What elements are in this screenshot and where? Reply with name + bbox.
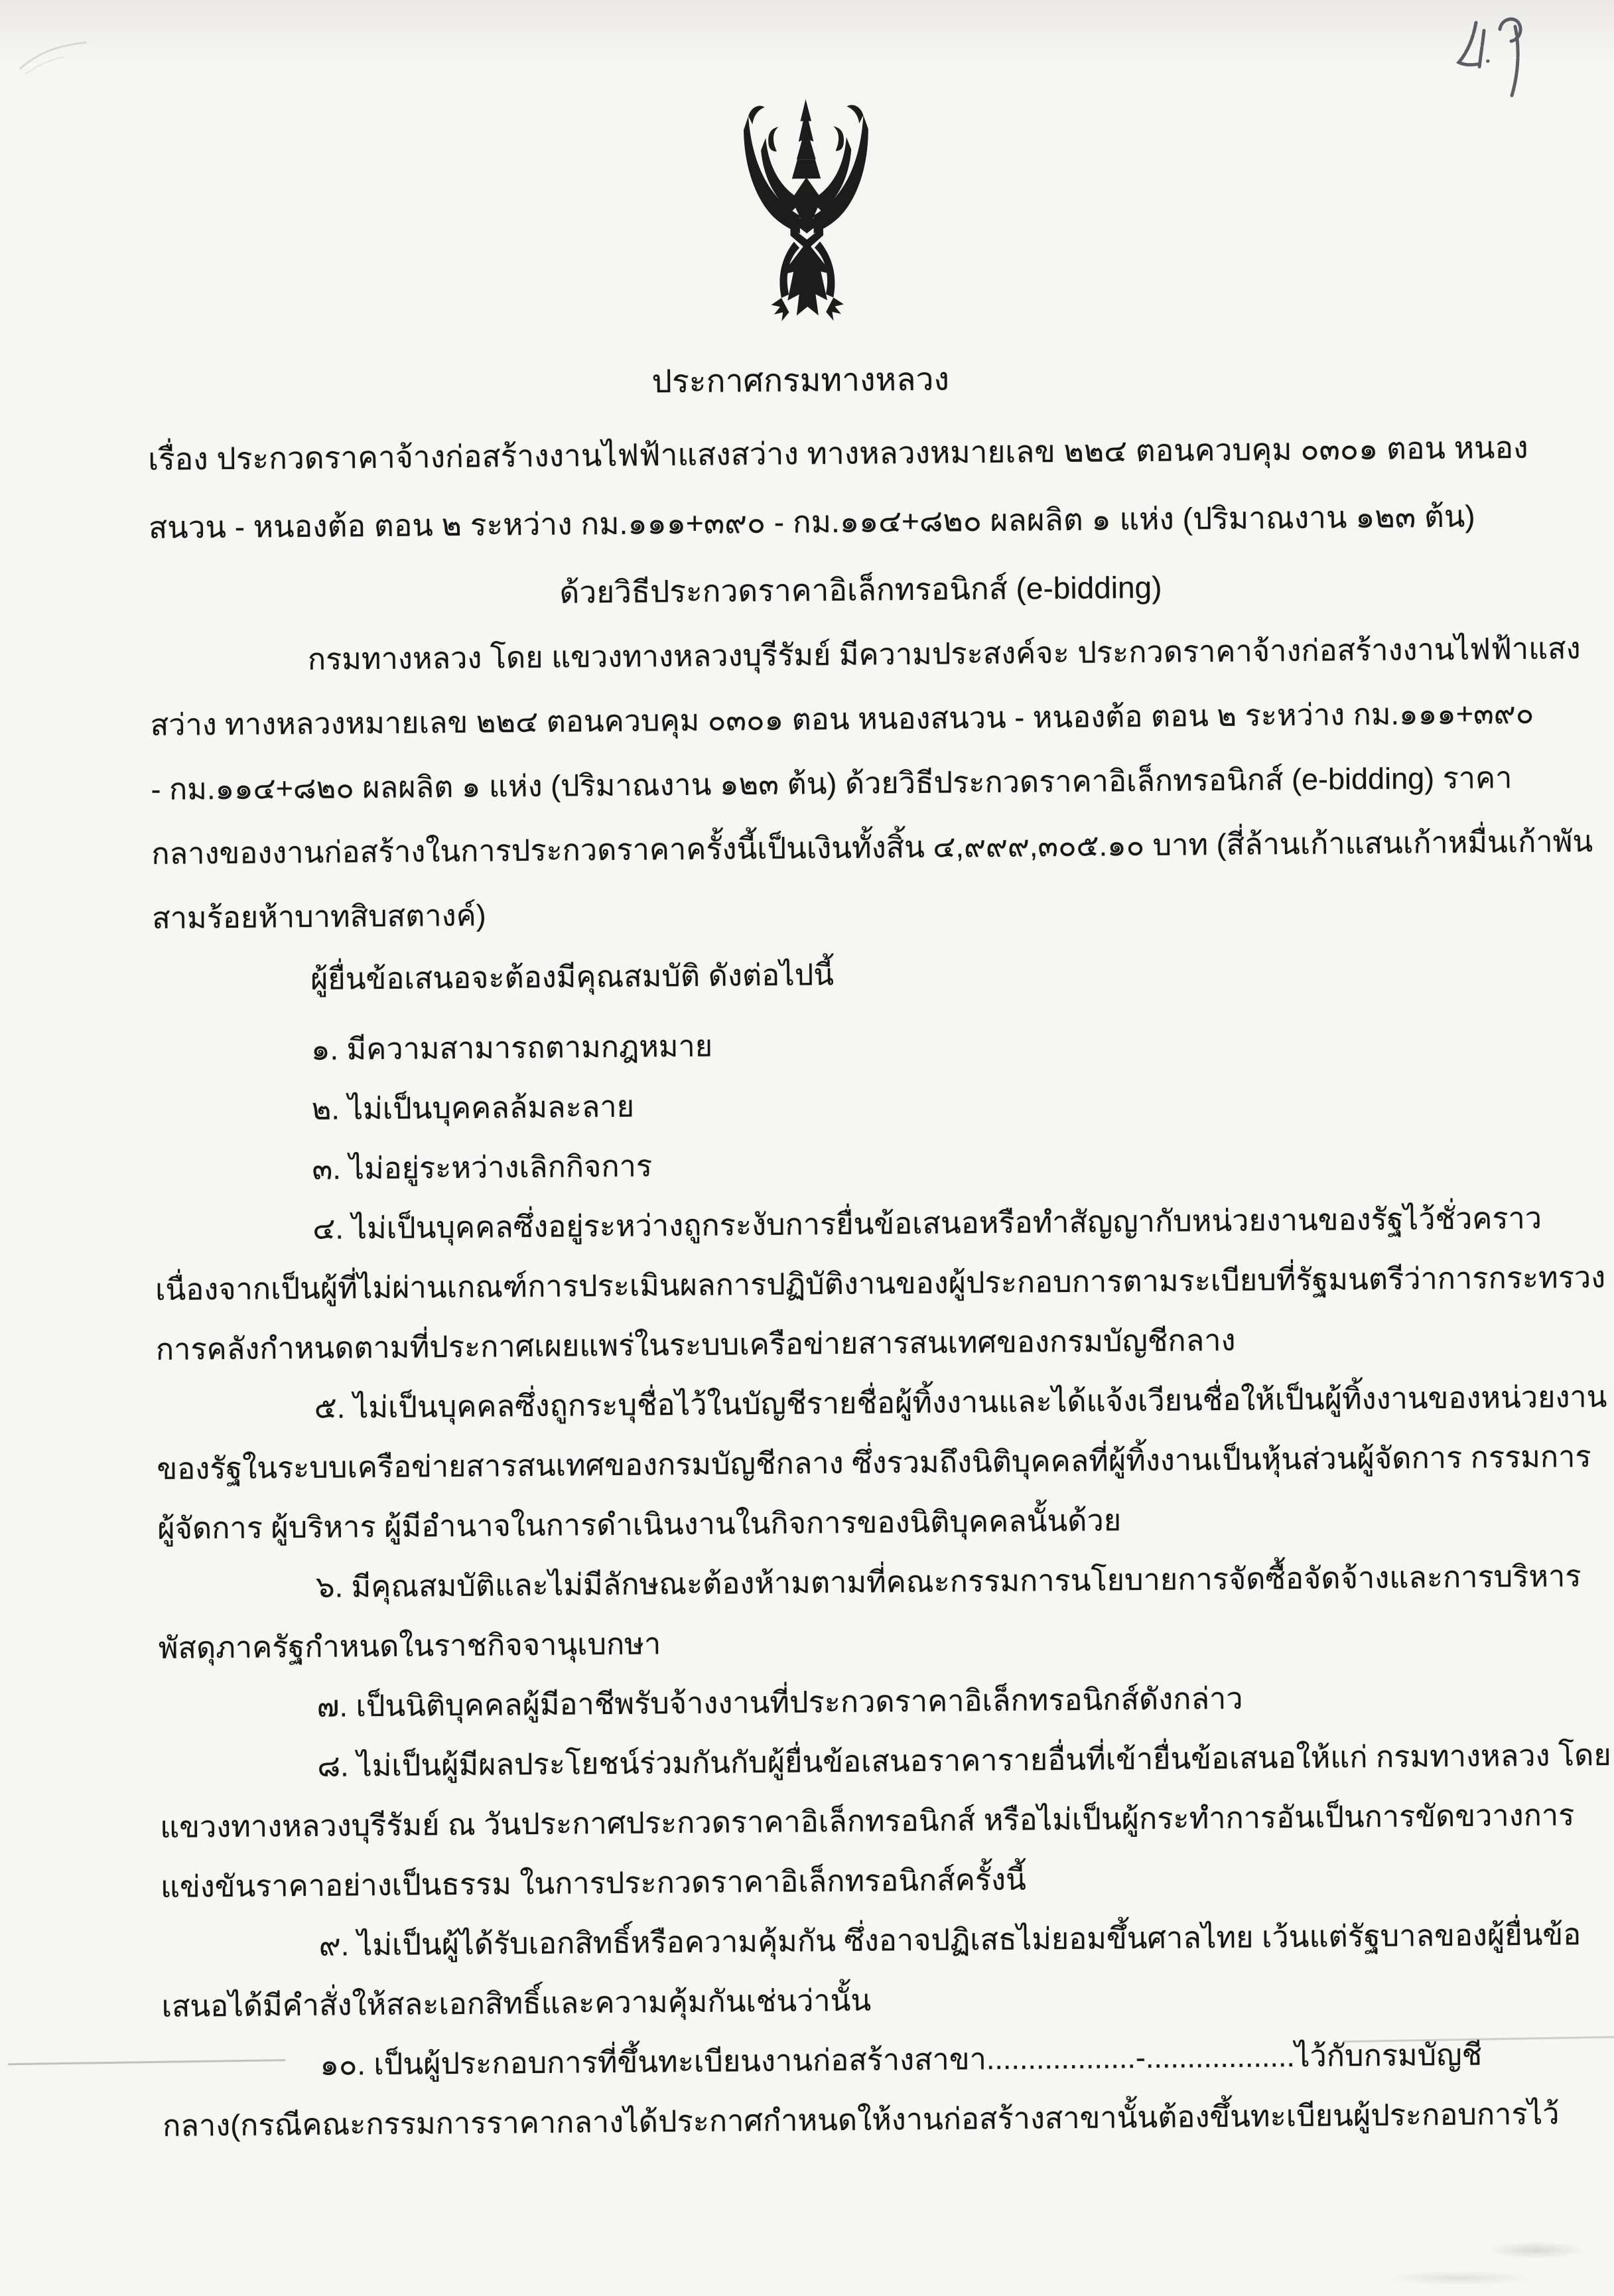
text-line: สามร้อยห้าบาทสิบสตางค์): [152, 898, 486, 936]
text-line: เรื่อง ประกวดราคาจ้างก่อสร้างงานไฟฟ้าแสงสว่าง ทางหลวงหมายเลข ๒๒๔ ตอนควบคุม ๐๓๐๑ ตอน หนอง: [147, 429, 1528, 477]
text-line: แขวงทางหลวงบุรีรัมย์ ณ วันประกาศประกวดราคาอิเล็กทรอนิกส์ หรือไม่เป็นผู้กระทำการอันเป็นการขัดขวางการ: [159, 1798, 1575, 1844]
scan-smudge: [1486, 2242, 1585, 2259]
text-line: การคลังกำหนดตามที่ประกาศเผยแพร่ในระบบเครือข่ายสารสนเทศของกรมบัญชีกลาง: [155, 1323, 1236, 1367]
garuda-emblem-graphic: [744, 99, 870, 322]
text-line: เสนอได้มีคำสั่งให้สละเอกสิทธิ์และความคุ้มกันเช่นว่านั้น: [161, 1983, 872, 2023]
text-line: กลาง(กรณีคณะกรรมการราคากลางได้ประกาศกำหนดให้งานก่อสร้างสาขานั้นต้องขึ้นทะเบียนผู้ประกอบการไว้: [162, 2096, 1560, 2143]
text-line: สนวน - หนองต้อ ตอน ๒ ระหว่าง กม.๑๑๑+๓๙๐ - กม.๑๑๔+๘๒๐ ผลผลิต ๑ แห่ง (ปริมาณงาน ๑๒๓ ต้น): [148, 498, 1475, 545]
text-line: ของรัฐในระบบเครือข่ายสารสนเทศของกรมบัญชีกลาง ซึ่งรวมถึงนิติบุคคลที่ผู้ทิ้งงานเป็นหุ้นส่วนผู้จัดการ กรรมการ: [157, 1439, 1591, 1486]
body-paragraph: [149, 616, 1593, 950]
text-line: กลางของงานก่อสร้างในการประกวดราคาครั้งนี้เป็นเงินทั้งสิ้น ๔,๙๙๙,๓๐๕.๑๐ บาท (สี่ล้านเก้าแสนเก้าหมื่นเก้าพัน: [151, 824, 1593, 871]
text-line: ๒. ไม่เป็นบุคคลล้มละลาย: [311, 1089, 635, 1126]
scan-smudge: [1386, 2271, 1532, 2285]
text-line: ด้วยวิธีประกวดราคาอิเล็กทรอนิกส์ (e-bidding): [559, 569, 1162, 610]
text-line: ๙. ไม่เป็นผู้ได้รับเอกสิทธิ์หรือความคุ้มกัน ซึ่งอาจปฏิเสธไม่ยอมขึ้นศาลไทย เว้นแต่รัฐบาลของผู้ยื่นข้อ: [318, 1917, 1581, 1962]
text-line: ๔. ไม่เป็นบุคคลซึ่งอยู่ระหว่างถูกระงับการยื่นข้อเสนอหรือทำสัญญากับหน่วยงานของรัฐไว้ชั่วคราว: [312, 1200, 1542, 1246]
text-line: ๑๐. เป็นผู้ประกอบการที่ขึ้นทะเบียนงานก่อสร้างสาขา..................-..................ไว้กับกรมบัญชี: [320, 2037, 1483, 2082]
qualifications-intro: ผู้ยื่นข้อเสนอจะต้องมีคุณสมบัติ ดังต่อไปนี้: [310, 958, 835, 996]
garuda-emblem: [696, 96, 917, 358]
text-line: ๑. มีความสามารถตามกฎหมาย: [310, 1029, 713, 1066]
text-line: เนื่องจากเป็นผู้ที่ไม่ผ่านเกณฑ์การประเมินผลการปฏิบัติงานของผู้ประกอบการตามระเบียบที่รัฐมนตรีว่าการกระทรวง: [155, 1259, 1606, 1307]
text-line: - กม.๑๑๔+๘๒๐ ผลผลิต ๑ แห่ง (ปริมาณงาน ๑๒๓ ต้น) ด้วยวิธีประกวดราคาอิเล็กทรอนิกส์ (e-bidding) ราคา: [151, 760, 1513, 807]
text-line: ๓. ไม่อยู่ระหว่างเลิกกิจการ: [312, 1149, 653, 1186]
text-line: สว่าง ทางหลวงหมายเลข ๒๒๔ ตอนควบคุม ๐๓๐๑ ตอน หนองสนวน - หนองต้อ ตอน ๒ ระหว่าง กม.๑๑๑+๓๙๐: [150, 695, 1534, 743]
document-title: ประกาศกรมทางหลวง: [651, 362, 950, 400]
text-line: แข่งขันราคาอย่างเป็นธรรม ในการประกวดราคาอิเล็กทรอนิกส์ครั้งนี้: [160, 1862, 1026, 1904]
text-line: กรมทางหลวง โดย แขวงทางหลวงบุรีรัมย์ มีความประสงค์จะ ประกวดราคาจ้างก่อสร้างงานไฟฟ้าแสง: [307, 631, 1581, 676]
text-line: ๖. มีคุณสมบัติและไม่มีลักษณะต้องห้ามตามที่คณะกรรมการนโยบายการจัดซื้อจัดจ้างและการบริหาร: [315, 1559, 1581, 1604]
text-line: พัสดุภาครัฐกำหนดในราชกิจจานุเบกษา: [158, 1626, 661, 1665]
text-line: ๗. เป็นนิติบุคคลผู้มีอาชีพรับจ้างงานที่ประกวดราคาอิเล็กทรอนิกส์ดังกล่าว: [316, 1681, 1243, 1723]
qualifications-list: [153, 1009, 1611, 2156]
subject-block: [148, 413, 1573, 630]
text-line: ๕. ไม่เป็นบุคคลซึ่งถูกระบุชื่อไว้ในบัญชีรายชื่อผู้ทิ้งงานและได้แจ้งเวียนชื่อให้เป็นผู้ทิ้งงานของหน่วยงาน: [314, 1379, 1607, 1425]
text-line: ๘. ไม่เป็นผู้มีผลประโยชน์ร่วมกันกับผู้ยื่นข้อเสนอราคารายอื่นที่เข้ายื่นข้อเสนอให้แก่ กรมทางหลวง โดย: [317, 1737, 1611, 1783]
text-line: ผู้จัดการ ผู้บริหาร ผู้มีอำนาจในการดำเนินงานในกิจการของนิติบุคคลนั้นด้วย: [157, 1503, 1122, 1545]
